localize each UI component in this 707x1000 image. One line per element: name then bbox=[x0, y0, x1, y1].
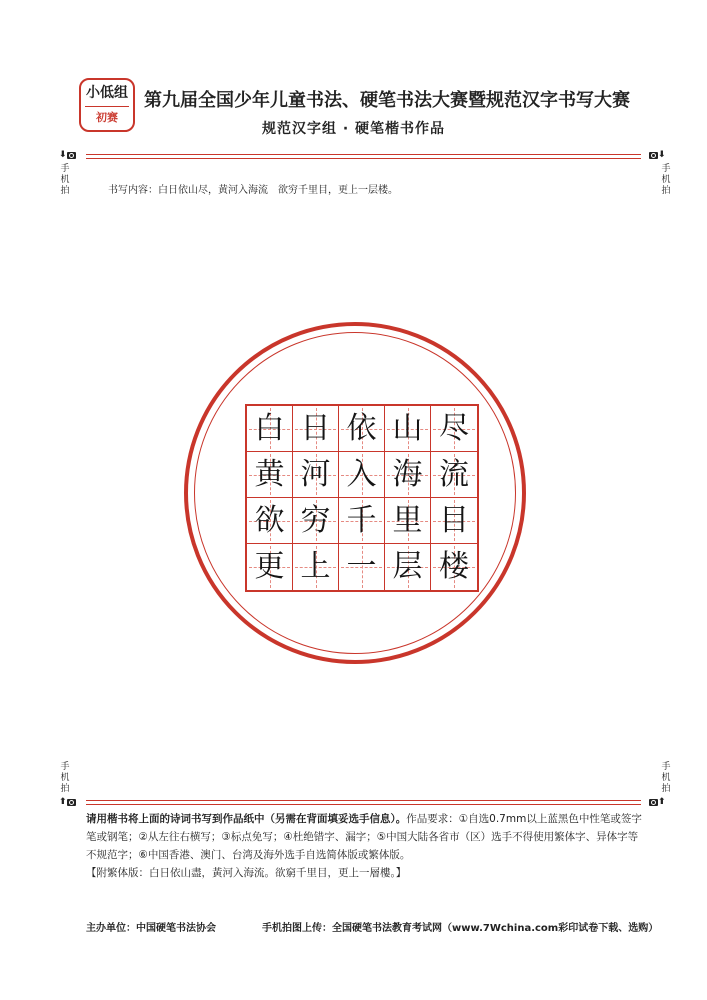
grid-cell bbox=[339, 406, 385, 452]
phone-shot-label-bottom-right: 手机拍 bbox=[661, 762, 671, 794]
writing-content: 书写内容：白日依山尽，黄河入海流 欲穷千里目，更上一层楼。 bbox=[108, 185, 398, 196]
camera-icon bbox=[649, 799, 658, 806]
grid-cell bbox=[293, 406, 339, 452]
glyph: 流 bbox=[439, 456, 469, 492]
phone-shot-label-top-left: 手机拍 bbox=[60, 164, 70, 196]
grid-cell bbox=[247, 406, 293, 452]
instructions-lead: 请用楷书将上面的诗词书写到作品纸中（另需在背面填妥选手信息）。 bbox=[86, 813, 407, 825]
glyph: 楼 bbox=[439, 549, 469, 584]
grid-cell bbox=[339, 544, 385, 590]
camera-icon bbox=[67, 152, 76, 159]
instructions bbox=[86, 810, 646, 882]
glyph: 白 bbox=[254, 410, 285, 446]
glyph: 里 bbox=[392, 502, 423, 538]
glyph: 层 bbox=[392, 549, 423, 584]
grid-cell bbox=[293, 544, 339, 590]
traditional-version: 【附繁体版：白日依山盡，黃河入海流。欲窮千里目，更上一層樓。】 bbox=[86, 867, 407, 879]
glyph: 千 bbox=[346, 502, 377, 538]
top-left-marker bbox=[59, 150, 76, 161]
glyph: 目 bbox=[439, 502, 469, 538]
glyph: 入 bbox=[346, 456, 377, 492]
arrow-down-icon: ⬇ bbox=[658, 150, 666, 160]
camera-icon bbox=[67, 799, 76, 806]
glyph: 一 bbox=[346, 549, 377, 584]
grid-cell bbox=[339, 498, 385, 544]
top-right-marker bbox=[649, 150, 666, 161]
glyph: 尽 bbox=[439, 410, 469, 446]
grid-cell bbox=[431, 544, 477, 590]
calligraphy-grid bbox=[245, 404, 479, 592]
glyph: 欲 bbox=[254, 502, 285, 538]
bottom-left-marker bbox=[59, 797, 76, 808]
badge-divider bbox=[85, 106, 129, 107]
organizer: 主办单位：中国硬笔书法协会 bbox=[86, 923, 216, 934]
grid-cell bbox=[247, 498, 293, 544]
bottom-right-marker bbox=[649, 797, 666, 808]
arrow-up-icon: ⬆ bbox=[59, 797, 67, 807]
grid-cell bbox=[339, 452, 385, 498]
glyph: 黄 bbox=[254, 456, 285, 492]
phone-shot-label-bottom-left: 手机拍 bbox=[60, 762, 70, 794]
top-rule-1 bbox=[86, 154, 641, 155]
glyph: 穷 bbox=[300, 502, 331, 538]
glyph: 依 bbox=[346, 410, 377, 446]
bottom-rule-2 bbox=[86, 804, 641, 805]
grid-cell bbox=[431, 452, 477, 498]
glyph: 更 bbox=[254, 549, 285, 584]
arrow-down-icon: ⬇ bbox=[59, 150, 67, 160]
glyph: 日 bbox=[300, 410, 331, 446]
phone-shot-label-top-right: 手机拍 bbox=[661, 164, 671, 196]
top-rule-2 bbox=[86, 158, 641, 159]
glyph: 河 bbox=[300, 456, 331, 492]
grid-cell bbox=[385, 544, 431, 590]
grid-cell bbox=[431, 498, 477, 544]
stage-label: 初赛 bbox=[96, 111, 118, 124]
camera-icon bbox=[649, 152, 658, 159]
grid-cell bbox=[293, 452, 339, 498]
grid-cell bbox=[293, 498, 339, 544]
group-label: 小低组 bbox=[86, 85, 128, 101]
upload-info: 手机拍图上传：全国硬笔书法教育考试网（www.7Wchina.com彩印试卷下载、选购） bbox=[262, 923, 659, 934]
arrow-up-icon: ⬆ bbox=[658, 797, 666, 807]
page-subtitle: 规范汉字组 · 硬笔楷书作品 bbox=[261, 121, 446, 137]
grid-cell bbox=[431, 406, 477, 452]
glyph: 上 bbox=[300, 549, 331, 584]
grid-cell bbox=[385, 452, 431, 498]
grid-cell bbox=[385, 406, 431, 452]
instructions-requirements: 作品要求：①自选0.7mm以上蓝黑色中性笔或签字笔或钢笔；②从左往右横写；③标点免写；④杜绝错字、漏字；⑤中国大陆各省市（区）选手不得使用繁体字、异体字等不规范字；⑥中国香港、澳门、台湾及海外选手自选简体版或繁体版。 bbox=[86, 813, 642, 861]
bottom-rule-1 bbox=[86, 800, 641, 801]
grid-cell bbox=[385, 498, 431, 544]
glyph: 山 bbox=[392, 410, 423, 446]
glyph: 海 bbox=[392, 456, 423, 492]
grid-cell bbox=[247, 544, 293, 590]
page-title: 第九届全国少年儿童书法、硬笔书法大赛暨规范汉字书写大赛 bbox=[144, 90, 630, 111]
grid-cell bbox=[247, 452, 293, 498]
